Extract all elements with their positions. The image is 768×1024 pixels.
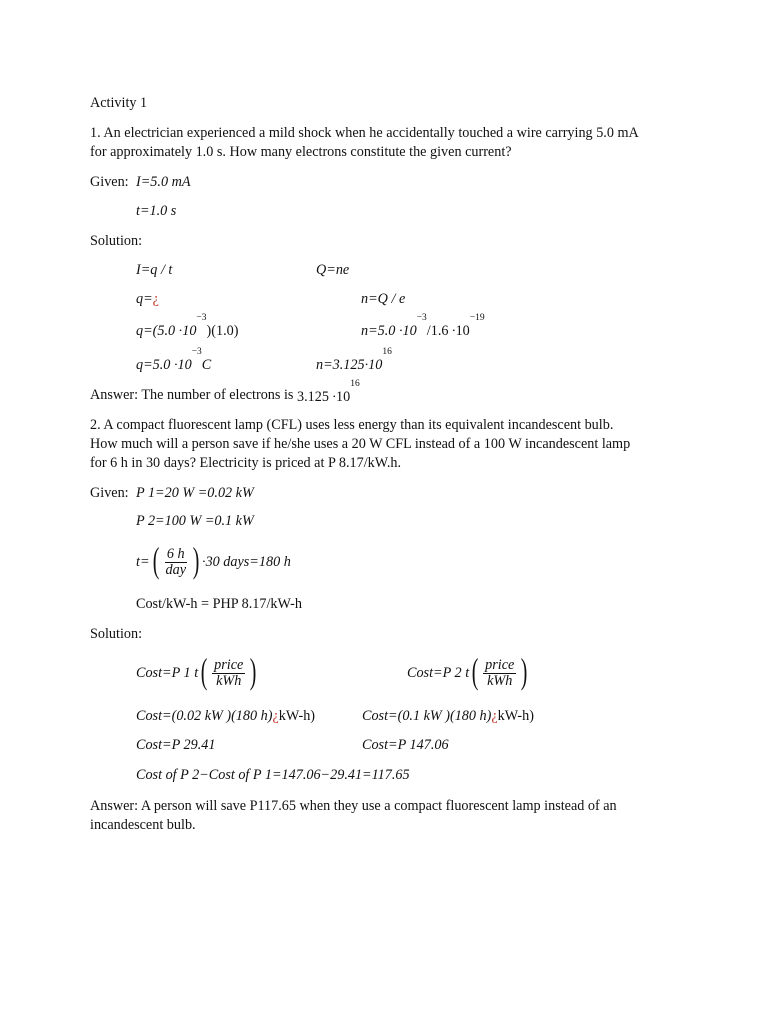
answer-1-text: Answer: The number of electrons is bbox=[90, 387, 294, 403]
charge-step-2-exp: −3 bbox=[196, 313, 207, 323]
right-paren: ) bbox=[249, 651, 257, 691]
solution-label-1: Solution: bbox=[90, 233, 143, 249]
price-fraction bbox=[212, 658, 245, 689]
electron-result-text: n=3.125∙10 bbox=[316, 357, 383, 373]
answer-1-value bbox=[296, 379, 360, 405]
problem-1-line-2: for approximately 1.0 s. How many electrons constitute the given current? bbox=[90, 144, 512, 160]
missing-glyph: ¿ bbox=[272, 708, 279, 724]
cost-formula-2-pre: Cost=P 2 t bbox=[407, 665, 470, 681]
price-fraction-num: price bbox=[485, 656, 515, 673]
charge-result bbox=[136, 347, 212, 374]
cost-step-2-text: Cost=(0.1 kW )(180 h) bbox=[362, 708, 492, 724]
right-paren: ) bbox=[520, 651, 528, 691]
cost-difference: Cost of P 2−Cost of P 1=147.06−29.41=117.65 bbox=[136, 767, 410, 783]
electron-step-2-mid: /1.6 ∙10 bbox=[426, 323, 470, 339]
price-fraction-den: kWh bbox=[216, 672, 242, 689]
charge-result-unit: C bbox=[201, 357, 212, 373]
given-current: I=5.0 mA bbox=[136, 174, 191, 190]
cost-formula-1-pre: Cost=P 1 t bbox=[136, 665, 199, 681]
charge-step-1 bbox=[136, 290, 159, 308]
answer-2-line-2: incandescent bulb. bbox=[90, 817, 196, 833]
given-label-1: Given: bbox=[90, 174, 129, 190]
charge-step-2-text: q=(5.0 ∙10 bbox=[136, 323, 197, 339]
cost-result-1: Cost=P 29.41 bbox=[136, 737, 216, 753]
problem-2-line-3: for 6 h in 30 days? Electricity is priced at P 8.17/kW.h. bbox=[90, 455, 402, 471]
problem-1-line-1: 1. An electrician experienced a mild shock when he accidentally touched a wire carrying 5.0 mA bbox=[90, 125, 639, 141]
problem-2-line-1: 2. A compact fluorescent lamp (CFL) uses less energy than its equivalent incandescent bulb. bbox=[90, 417, 614, 433]
price-fraction bbox=[483, 658, 516, 689]
given-time-2-post: ∙30 days=180 h bbox=[202, 554, 291, 570]
electron-step-2-exp2: −19 bbox=[469, 313, 485, 323]
time-fraction-den: day bbox=[165, 561, 187, 578]
charge-result-text: q=5.0 ∙10 bbox=[136, 357, 192, 373]
time-fraction-num: 6 h bbox=[166, 545, 185, 562]
given-time-2 bbox=[136, 540, 291, 584]
solution-label-2: Solution: bbox=[90, 626, 143, 642]
electron-step-2 bbox=[361, 313, 485, 340]
electron-result-exp: 16 bbox=[382, 347, 392, 357]
answer-1 bbox=[90, 379, 360, 405]
electron-step-2-exp: −3 bbox=[416, 313, 427, 323]
price-fraction-den: kWh bbox=[487, 672, 513, 689]
activity-title: Activity 1 bbox=[90, 95, 148, 111]
price-fraction-num: price bbox=[214, 656, 244, 673]
answer-2-line-1: Answer: A person will save P117.65 when they use a compact fluorescent lamp instead of an bbox=[90, 798, 617, 814]
given-power-1: P 1=20 W =0.02 kW bbox=[136, 485, 254, 501]
missing-glyph: ¿ bbox=[491, 708, 498, 724]
formula-charge: Q=ne bbox=[316, 262, 350, 278]
charge-result-exp: −3 bbox=[191, 347, 202, 357]
charge-step-2 bbox=[136, 313, 239, 340]
answer-1-value-base: 3.125 ∙10 bbox=[296, 389, 351, 405]
given-power-2: P 2=100 W =0.1 kW bbox=[136, 513, 254, 529]
cost-result-2: Cost=P 147.06 bbox=[362, 737, 449, 753]
left-paren: ( bbox=[200, 651, 208, 691]
given-label-2: Given: bbox=[90, 485, 129, 501]
cost-rate: Cost/kW-h = PHP 8.17/kW-h bbox=[136, 596, 302, 612]
given-time: t=1.0 s bbox=[136, 203, 177, 219]
given-time-2-pre: t= bbox=[136, 554, 150, 570]
electron-step-2-text: n=5.0 ∙10 bbox=[361, 323, 417, 339]
cost-formula-1 bbox=[136, 651, 259, 695]
electron-result bbox=[316, 347, 392, 374]
charge-step-2-post: )(1.0) bbox=[206, 323, 239, 339]
cost-step-1-post: kW-h) bbox=[278, 708, 316, 724]
right-paren: ) bbox=[192, 540, 200, 580]
cost-step-1-text: Cost=(0.02 kW )(180 h) bbox=[136, 708, 273, 724]
charge-step-1-text: q= bbox=[136, 291, 153, 307]
left-paren: ( bbox=[471, 651, 479, 691]
cost-formula-2 bbox=[407, 651, 530, 695]
answer-1-value-exp: 16 bbox=[350, 379, 360, 389]
formula-current: I=q / t bbox=[136, 262, 173, 278]
cost-step-1 bbox=[136, 707, 315, 725]
electron-step-1: n=Q / e bbox=[361, 291, 406, 307]
missing-glyph: ¿ bbox=[152, 291, 159, 307]
problem-2-line-2: How much will a person save if he/she uses a 20 W CFL instead of a 100 W incandescent lamp bbox=[90, 436, 631, 452]
time-fraction bbox=[164, 547, 189, 578]
left-paren: ( bbox=[152, 540, 159, 580]
cost-step-2 bbox=[362, 707, 534, 725]
cost-step-2-post: kW-h) bbox=[497, 708, 534, 724]
